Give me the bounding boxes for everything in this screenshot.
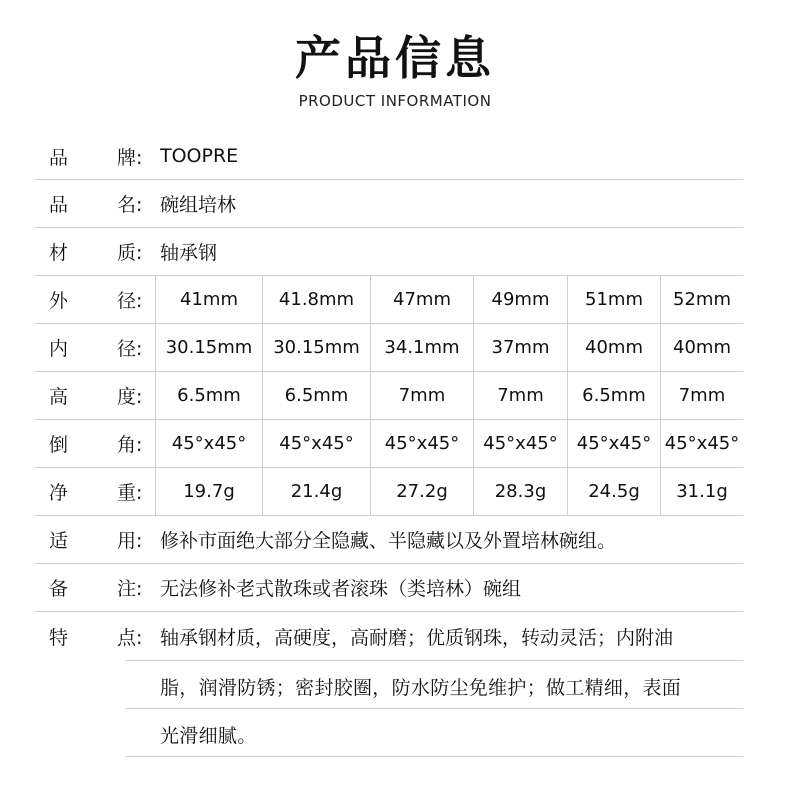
spec-cell: 6.5mm: [567, 372, 660, 419]
material-row: [35, 228, 743, 274]
spec-cell: 27.2g: [370, 468, 473, 515]
spec-label-1: 高: [49, 386, 69, 408]
brand-label-2: 牌:: [117, 146, 143, 169]
spec-cell: 37mm: [473, 324, 567, 371]
spec-cell: 7mm: [660, 372, 743, 419]
divider: [125, 708, 743, 709]
features-line-2: 脂，润滑防锈；密封胶圈，防水防尘免维护；做工精细，表面: [160, 677, 682, 699]
spec-row: [35, 324, 743, 371]
spec-cell: 7mm: [473, 372, 567, 419]
note-label-2: 注:: [117, 577, 143, 600]
name-row: [35, 180, 743, 226]
spec-cell: 28.3g: [473, 468, 567, 515]
spec-label-1: 外: [49, 290, 69, 312]
spec-cell: 45°x45°: [370, 420, 473, 467]
spec-row: [35, 276, 743, 323]
spec-cell: 34.1mm: [370, 324, 473, 371]
spec-row: [35, 372, 743, 419]
page-title: 产品信息: [295, 31, 495, 85]
name-value: 碗组培林: [160, 193, 237, 216]
features-label-2: 点:: [117, 626, 143, 649]
spec-cell: 21.4g: [262, 468, 370, 515]
spec-cell: 30.15mm: [155, 324, 262, 371]
name-label-2: 名:: [117, 193, 143, 216]
name-label-1: 品: [49, 193, 69, 216]
brand-label-1: 品: [49, 146, 69, 169]
spec-cell: 30.15mm: [262, 324, 370, 371]
use-label-1: 适: [49, 529, 69, 552]
material-label-2: 质:: [117, 241, 143, 264]
spec-cell: 41.8mm: [262, 276, 370, 323]
features-line-3: 光滑细腻。: [160, 725, 257, 747]
spec-label-2: 径:: [117, 338, 143, 360]
note-row: [35, 564, 743, 610]
page-subtitle: PRODUCT INFORMATION: [298, 92, 492, 110]
spec-row: [35, 420, 743, 467]
spec-label-1: 内: [49, 338, 69, 360]
spec-cell: 41mm: [155, 276, 262, 323]
material-label-1: 材: [49, 241, 69, 264]
spec-cell: 6.5mm: [155, 372, 262, 419]
divider: [125, 756, 743, 757]
spec-cell: 40mm: [660, 324, 743, 371]
spec-label-2: 重:: [117, 482, 143, 504]
spec-label-2: 度:: [117, 386, 143, 408]
spec-cell: 24.5g: [567, 468, 660, 515]
spec-cell: 45°x45°: [155, 420, 262, 467]
features-line-1: 轴承钢材质，高硬度，高耐磨；优质钢珠，转动灵活；内附油: [160, 626, 674, 649]
divider: [125, 660, 743, 661]
spec-cell: 45°x45°: [262, 420, 370, 467]
spec-label-1: 倒: [49, 434, 69, 456]
spec-cell: 51mm: [567, 276, 660, 323]
spec-cell: 49mm: [473, 276, 567, 323]
use-label-2: 用:: [117, 529, 143, 552]
spec-cell: 45°x45°: [660, 420, 743, 467]
spec-row: [35, 468, 743, 515]
note-value: 无法修补老式散珠或者滚珠（类培林）碗组: [160, 577, 522, 600]
features-row: [35, 612, 743, 660]
spec-label-2: 径:: [117, 290, 143, 312]
spec-cell: 40mm: [567, 324, 660, 371]
spec-cell: 6.5mm: [262, 372, 370, 419]
note-label-1: 备: [49, 577, 69, 600]
spec-cell: 45°x45°: [473, 420, 567, 467]
brand-value: TOOPRE: [160, 145, 239, 167]
spec-cell: 7mm: [370, 372, 473, 419]
spec-cell: 19.7g: [155, 468, 262, 515]
spec-label-1: 净: [49, 482, 69, 504]
features-label-1: 特: [49, 626, 69, 649]
spec-cell: 31.1g: [660, 468, 743, 515]
use-row: [35, 516, 743, 562]
spec-cell: 52mm: [660, 276, 743, 323]
use-value: 修补市面绝大部分全隐藏、半隐藏以及外置培林碗组。: [160, 529, 617, 552]
brand-row: [35, 133, 743, 179]
spec-cell: 45°x45°: [567, 420, 660, 467]
material-value: 轴承钢: [160, 241, 218, 264]
spec-label-2: 角:: [117, 434, 143, 456]
spec-cell: 47mm: [370, 276, 473, 323]
